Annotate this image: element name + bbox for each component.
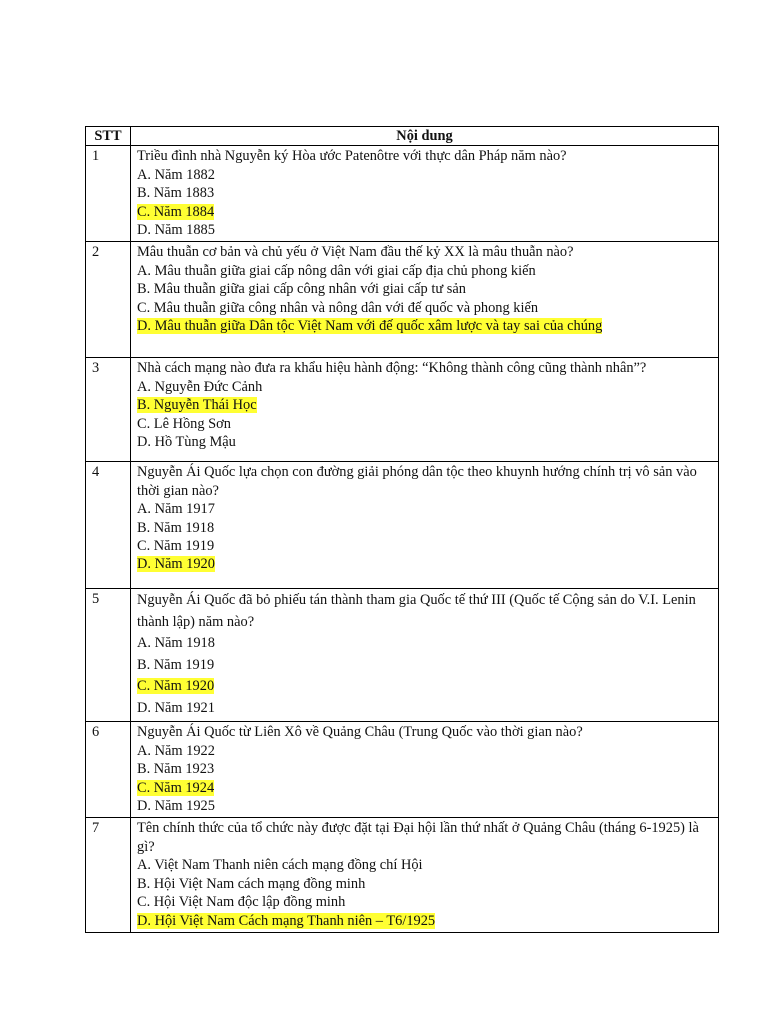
option-c: C. Hội Việt Nam độc lập đồng minh	[137, 894, 346, 911]
option-c: C. Mâu thuẫn giữa công nhân và nông dân với đế quốc và phong kiến	[137, 299, 539, 316]
question-cell	[131, 146, 719, 242]
option-d: D. Hồ Tùng Mậu	[137, 434, 236, 451]
question-number: 4	[86, 462, 131, 589]
header-content: Nội dung	[131, 127, 719, 146]
option-b: B. Năm 1919	[137, 656, 215, 673]
option-a: A. Năm 1917	[137, 501, 215, 518]
option-a: A. Nguyễn Đức Cảnh	[137, 378, 263, 395]
option-a: A. Mâu thuẫn giữa giai cấp nông dân với giai cấp địa chủ phong kiến	[137, 262, 536, 279]
question-text: Tên chính thức của tổ chức này được đặt tại Đại hội lần thứ nhất ở Quảng Châu (tháng 6-1925) là gì?	[137, 820, 699, 855]
option-d: D. Năm 1885	[137, 222, 215, 239]
question-number: 6	[86, 722, 131, 818]
question-number: 5	[86, 589, 131, 722]
question-text: Nguyễn Ái Quốc từ Liên Xô về Quảng Châu (Trung Quốc vào thời gian nào?	[137, 724, 583, 741]
question-text: Nhà cách mạng nào đưa ra khẩu hiệu hành động: “Không thành công cũng thành nhân”?	[137, 360, 647, 377]
option-b: B. Mâu thuẫn giữa giai cấp công nhân với giai cấp tư sản	[137, 281, 466, 298]
option-c-answer: C. Năm 1884	[137, 203, 215, 220]
question-number: 7	[86, 818, 131, 932]
quiz-table	[85, 126, 719, 933]
option-d: D. Năm 1925	[137, 798, 215, 815]
question-cell	[131, 722, 719, 818]
option-b: B. Năm 1918	[137, 519, 215, 536]
question-text: Triều đình nhà Nguyễn ký Hòa ước Patenôtre với thực dân Pháp năm nào?	[137, 148, 567, 165]
option-b-answer: B. Nguyễn Thái Học	[137, 397, 257, 414]
question-cell	[131, 242, 719, 358]
question-text: Nguyễn Ái Quốc đã bỏ phiếu tán thành tham gia Quốc tế thứ III (Quốc tế Cộng sản do V.I. Lenin thành lập) năm nào?	[137, 592, 696, 630]
option-a: A. Năm 1922	[137, 742, 215, 759]
question-row	[86, 358, 719, 462]
option-d-answer: D. Mâu thuẫn giữa Dân tộc Việt Nam với đế quốc xâm lược và tay sai của chúng	[137, 318, 603, 335]
option-b: B. Năm 1883	[137, 185, 215, 202]
header-stt: STT	[86, 127, 131, 146]
option-d: D. Năm 1921	[137, 699, 215, 716]
option-a: A. Việt Nam Thanh niên cách mạng đồng chí Hội	[137, 857, 423, 874]
question-cell	[131, 818, 719, 932]
question-number: 3	[86, 358, 131, 462]
option-c-answer: C. Năm 1920	[137, 678, 215, 695]
question-row	[86, 589, 719, 722]
question-row	[86, 722, 719, 818]
option-d-answer: D. Năm 1920	[137, 556, 215, 573]
question-row	[86, 818, 719, 932]
question-text: Mâu thuẫn cơ bản và chủ yếu ở Việt Nam đầu thế kỷ XX là mâu thuẫn nào?	[137, 244, 574, 261]
option-c: C. Lê Hồng Sơn	[137, 415, 231, 432]
question-number: 1	[86, 146, 131, 242]
option-c: C. Năm 1919	[137, 538, 215, 555]
question-cell	[131, 589, 719, 722]
option-d-answer: D. Hội Việt Nam Cách mạng Thanh niên – T6/1925	[137, 912, 436, 929]
header-row	[86, 127, 719, 146]
option-a: A. Năm 1882	[137, 166, 215, 183]
option-b: B. Hội Việt Nam cách mạng đồng minh	[137, 875, 366, 892]
question-text: Nguyễn Ái Quốc lựa chọn con đường giải phóng dân tộc theo khuynh hướng chính trị vô sản vào thời gian nào?	[137, 464, 697, 499]
option-a: A. Năm 1918	[137, 635, 215, 652]
question-row	[86, 462, 719, 589]
question-cell	[131, 462, 719, 589]
question-number: 2	[86, 242, 131, 358]
option-b: B. Năm 1923	[137, 761, 215, 778]
question-cell	[131, 358, 719, 462]
option-c-answer: C. Năm 1924	[137, 779, 215, 796]
question-row	[86, 146, 719, 242]
question-row	[86, 242, 719, 358]
